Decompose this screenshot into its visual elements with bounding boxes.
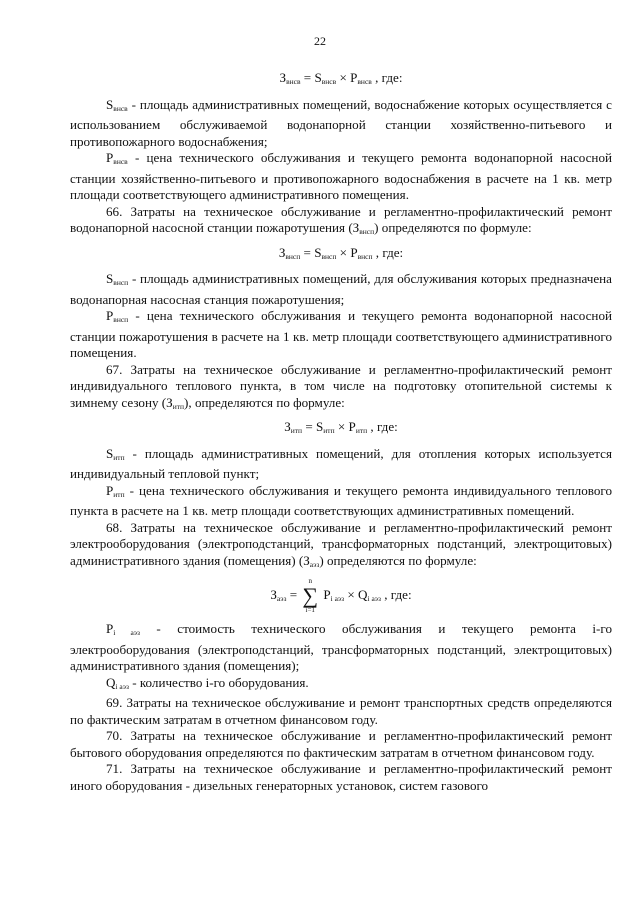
- paragraph: 70. Затраты на техническое обслуживание и регламентно-профилактический ремонт бытового оборудования определяются по фактическим затратам в отчетном финансовом году.: [70, 728, 612, 760]
- paragraph: $P_{i аэз}$ - стоимость технического обслуживания и текущего ремонта i-го электрооборудования (электроподстанций, трансформаторных подстанций, электрощитовых) административного здания (помещения);: [70, 621, 612, 673]
- paragraph: $P_{внсп}$ - цена технического обслуживания и текущего ремонта водонапорной насосной станции пожаротушения в расчете на 1 кв. метр площади соответствующего административного помещения.: [70, 308, 612, 360]
- page-number: 22: [314, 34, 326, 48]
- paragraph: 66. Затраты на техническое обслуживание и регламентно-профилактический ремонт водонапорной насосной станции пожаротушения $(З_{внсп})$ определяются по формуле:: [70, 203, 612, 236]
- formula: $З_{итп} = S_{итп} \times P_{итп}$ , где:: [284, 419, 398, 435]
- paragraph: $Q_{i аэз}$ - количество i-го оборудования.: [106, 674, 309, 691]
- paragraph: 68. Затраты на техническое обслуживание и регламентно-профилактический ремонт электрооборудования (электроподстанций, трансформаторных подстанций, электрощитовых) административного здания (помещения) $(З_{аэз})$ определяются по формуле:: [70, 519, 612, 569]
- document-body: [70, 66, 612, 794]
- paragraph: $S_{внсв}$ - площадь административных помещений, водоснабжение которых осуществляется с использованием обслуживаемой водонапорной станции хозяйственно-питьевого и противопожарного водоснабжения;: [70, 96, 612, 149]
- formula: $З_{внсв} = S_{внсв} \times P_{внсв}$ , где:: [279, 70, 403, 86]
- paragraph: $S_{внсп}$ - площадь административных помещений, для обслуживания которых предназначена водонапорная насосная станция пожаротушения;: [70, 271, 612, 307]
- paragraph: $P_{внсв}$ - цена технического обслуживания и текущего ремонта водонапорной насосной станции хозяйственно-питьевого и противопожарного водоснабжения в расчете на 1 кв. метр площади соответствующего административного помещения.: [70, 150, 612, 202]
- paragraph: 71. Затраты на техническое обслуживание и регламентно-профилактический ремонт иного оборудования - дизельных генераторных установок, систем газового: [70, 761, 612, 793]
- paragraph: $S_{итп}$ - площадь административных помещений, для отопления которых используется индивидуальный тепловой пункт;: [70, 445, 612, 481]
- formula: $З_{аэз}$ = n ∑ i=1 $P_{i аэз} \times Q_{i аэз}$ , где:: [270, 577, 412, 614]
- paragraph: 67. Затраты на техническое обслуживание и регламентно-профилактический ремонт индивидуального теплового пункта, в том числе на подготовку отопительной системы к зимнему сезону $(З_{итп})$, определяются по формуле:: [70, 361, 612, 411]
- formula: $З_{внсп} = S_{внсп} \times P_{внсп}$ , где:: [278, 244, 404, 261]
- paragraph: $P_{итп}$ - цена технического обслуживания и текущего ремонта индивидуального теплового пункта в расчете на 1 кв. метр площади соответствующих административных помещений.: [70, 482, 612, 518]
- paragraph: 69. Затраты на техническое обслуживание и ремонт транспортных средств определяются по фактическим затратам в отчетном финансовом году.: [70, 695, 612, 727]
